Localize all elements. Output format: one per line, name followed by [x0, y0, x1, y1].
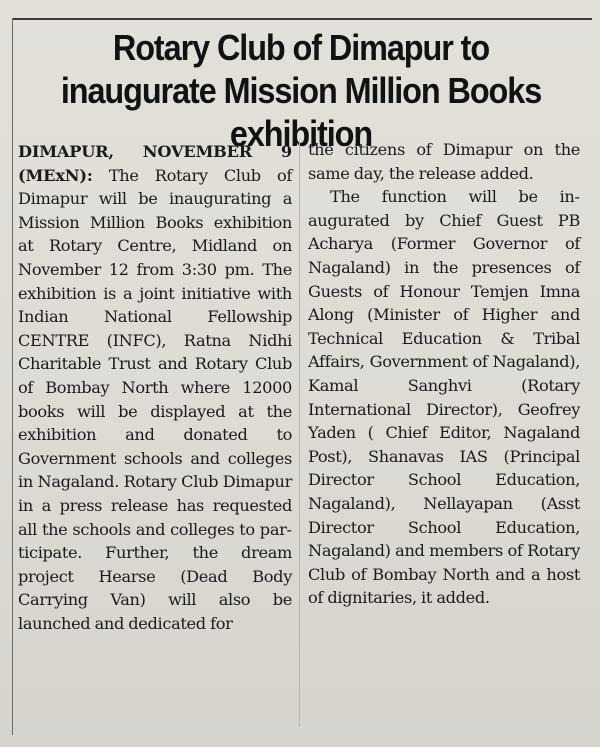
- left-rule: [12, 18, 13, 735]
- paragraph-1-continued: the citizens of Dimapur on the same day, the release added.: [308, 140, 580, 183]
- paragraph-1: [18, 140, 292, 635]
- paragraph-1-body: The Rotary Club of Dimapur will be inaugurating a Mission Million Books exhibition at Rotary Centre, Midland on November 12 from 3:30 pm. The exhibition is a joint initiative with Indian National Fellowship CENTRE (INFC), Ratna Nidhi Charitable Trust and Rotary Club of Bombay North where 12000 books will be displayed at the exhibition and donated to Government schools and colleges in Nagaland. Rotary Club Dimapur in a press release has requested all the schools and colleges to participate. Further, the dream project Hearse (Dead Body Carrying Van) will also be launched and dedicated for: [18, 165, 293, 633]
- dateline: DIMAPUR, NOVEMBER 9 (MExN):: [18, 142, 292, 185]
- column-separator: [299, 140, 300, 727]
- headline: Rotary Club of Dimapur to inaugurate Mission Million Books exhibition: [60, 27, 542, 154]
- paragraph-2: The function will be inaugurated by Chief Guest PB Acharya (Former Governor of Nagaland) in the presences of Guests of Honour Temjen Imna Along (Minister of Higher and Technical Education & Tribal Affairs, Government of Nagaland), Kamal Sanghvi (Rotary International Director), Geofrey Yaden ( Chief Editor, Nagaland Post), Shanavas IAS (Principal Director School Education, Nagaland), Nellayapan (Asst Director School Education, Nagaland) and members of Rotary Club of Bombay North and a host of dignitaries, it added.: [308, 187, 580, 608]
- article-column-left: [18, 140, 292, 635]
- top-rule: [12, 18, 592, 20]
- article-column-right: [308, 138, 580, 610]
